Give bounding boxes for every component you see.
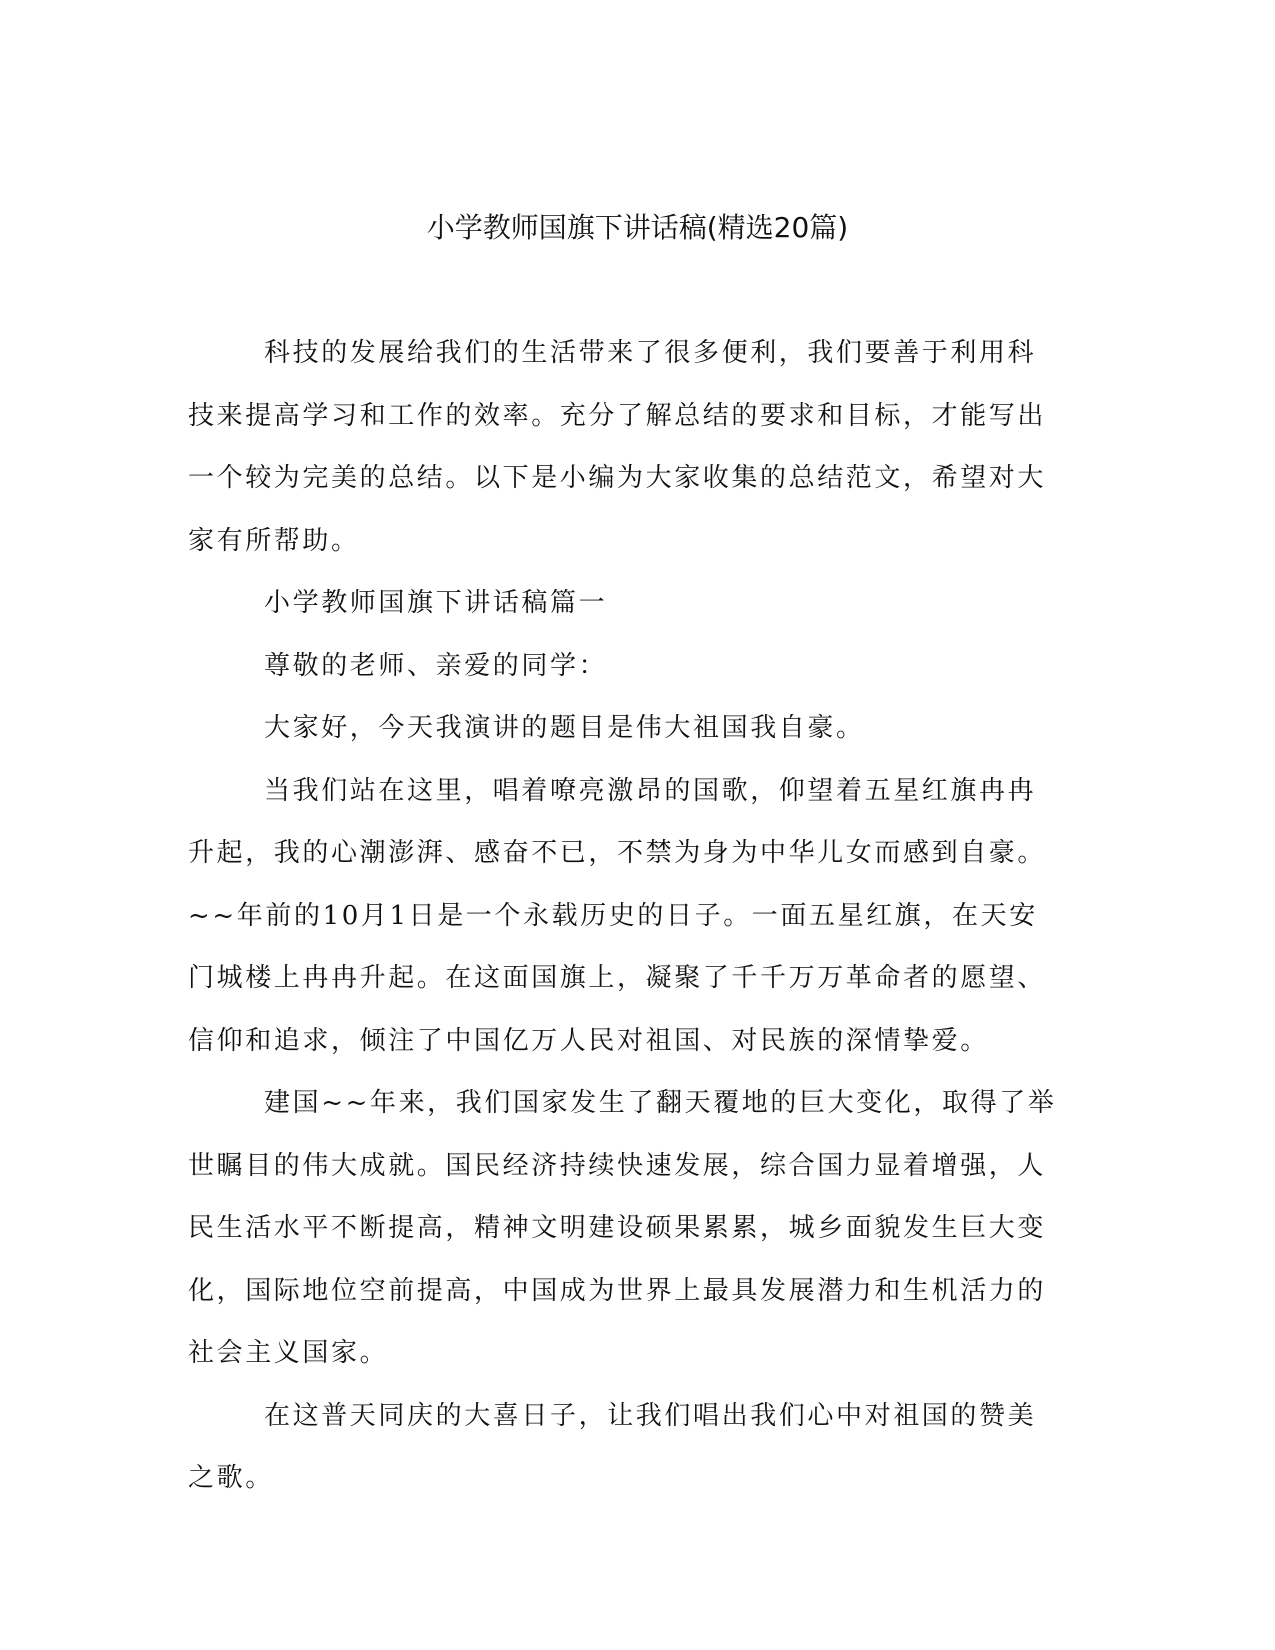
document-body: [188, 322, 1064, 1510]
greeting-paragraph: 大家好，今天我演讲的题目是伟大祖国我自豪。: [264, 713, 865, 743]
section-heading: 小学教师国旗下讲话稿篇一: [264, 588, 608, 618]
body-paragraph: 建国~~年来，我们国家发生了翻天覆地的巨大变化，取得了举世瞩目的伟大成就。国民经济持续快速发展，综合国力显着增强，人民生活水平不断提高，精神文明建设硕果累累，城乡面貌发生巨大变化，国际地位空前提高，中国成为世界上最具发展潜力和生机活力的社会主义国家。: [188, 1088, 1057, 1368]
intro-paragraph: 科技的发展给我们的生活带来了很多便利，我们要善于利用科技来提高学习和工作的效率。充分了解总结的要求和目标，才能写出一个较为完美的总结。以下是小编为大家收集的总结范文，希望对大家有所帮助。: [188, 338, 1047, 556]
salutation: 尊敬的老师、亲爱的同学：: [264, 650, 608, 681]
body-paragraph: 当我们站在这里，唱着嘹亮激昂的国歌，仰望着五星红旗冉冉升起，我的心潮澎湃、感奋不已，不禁为身为中华儿女而感到自豪。~~年前的10月1日是一个永载历史的日子。一面五星红旗，在天安门城楼上冉冉升起。在这面国旗上，凝聚了千千万万革命者的愿望、信仰和追求，倾注了中国亿万人民对祖国、对民族的深情挚爱。: [188, 775, 1047, 1056]
document-title: 小学教师国旗下讲话稿(精选20篇): [426, 211, 849, 244]
body-paragraph: 在这普天同庆的大喜日子，让我们唱出我们心中对祖国的赞美之歌。: [188, 1400, 1037, 1493]
